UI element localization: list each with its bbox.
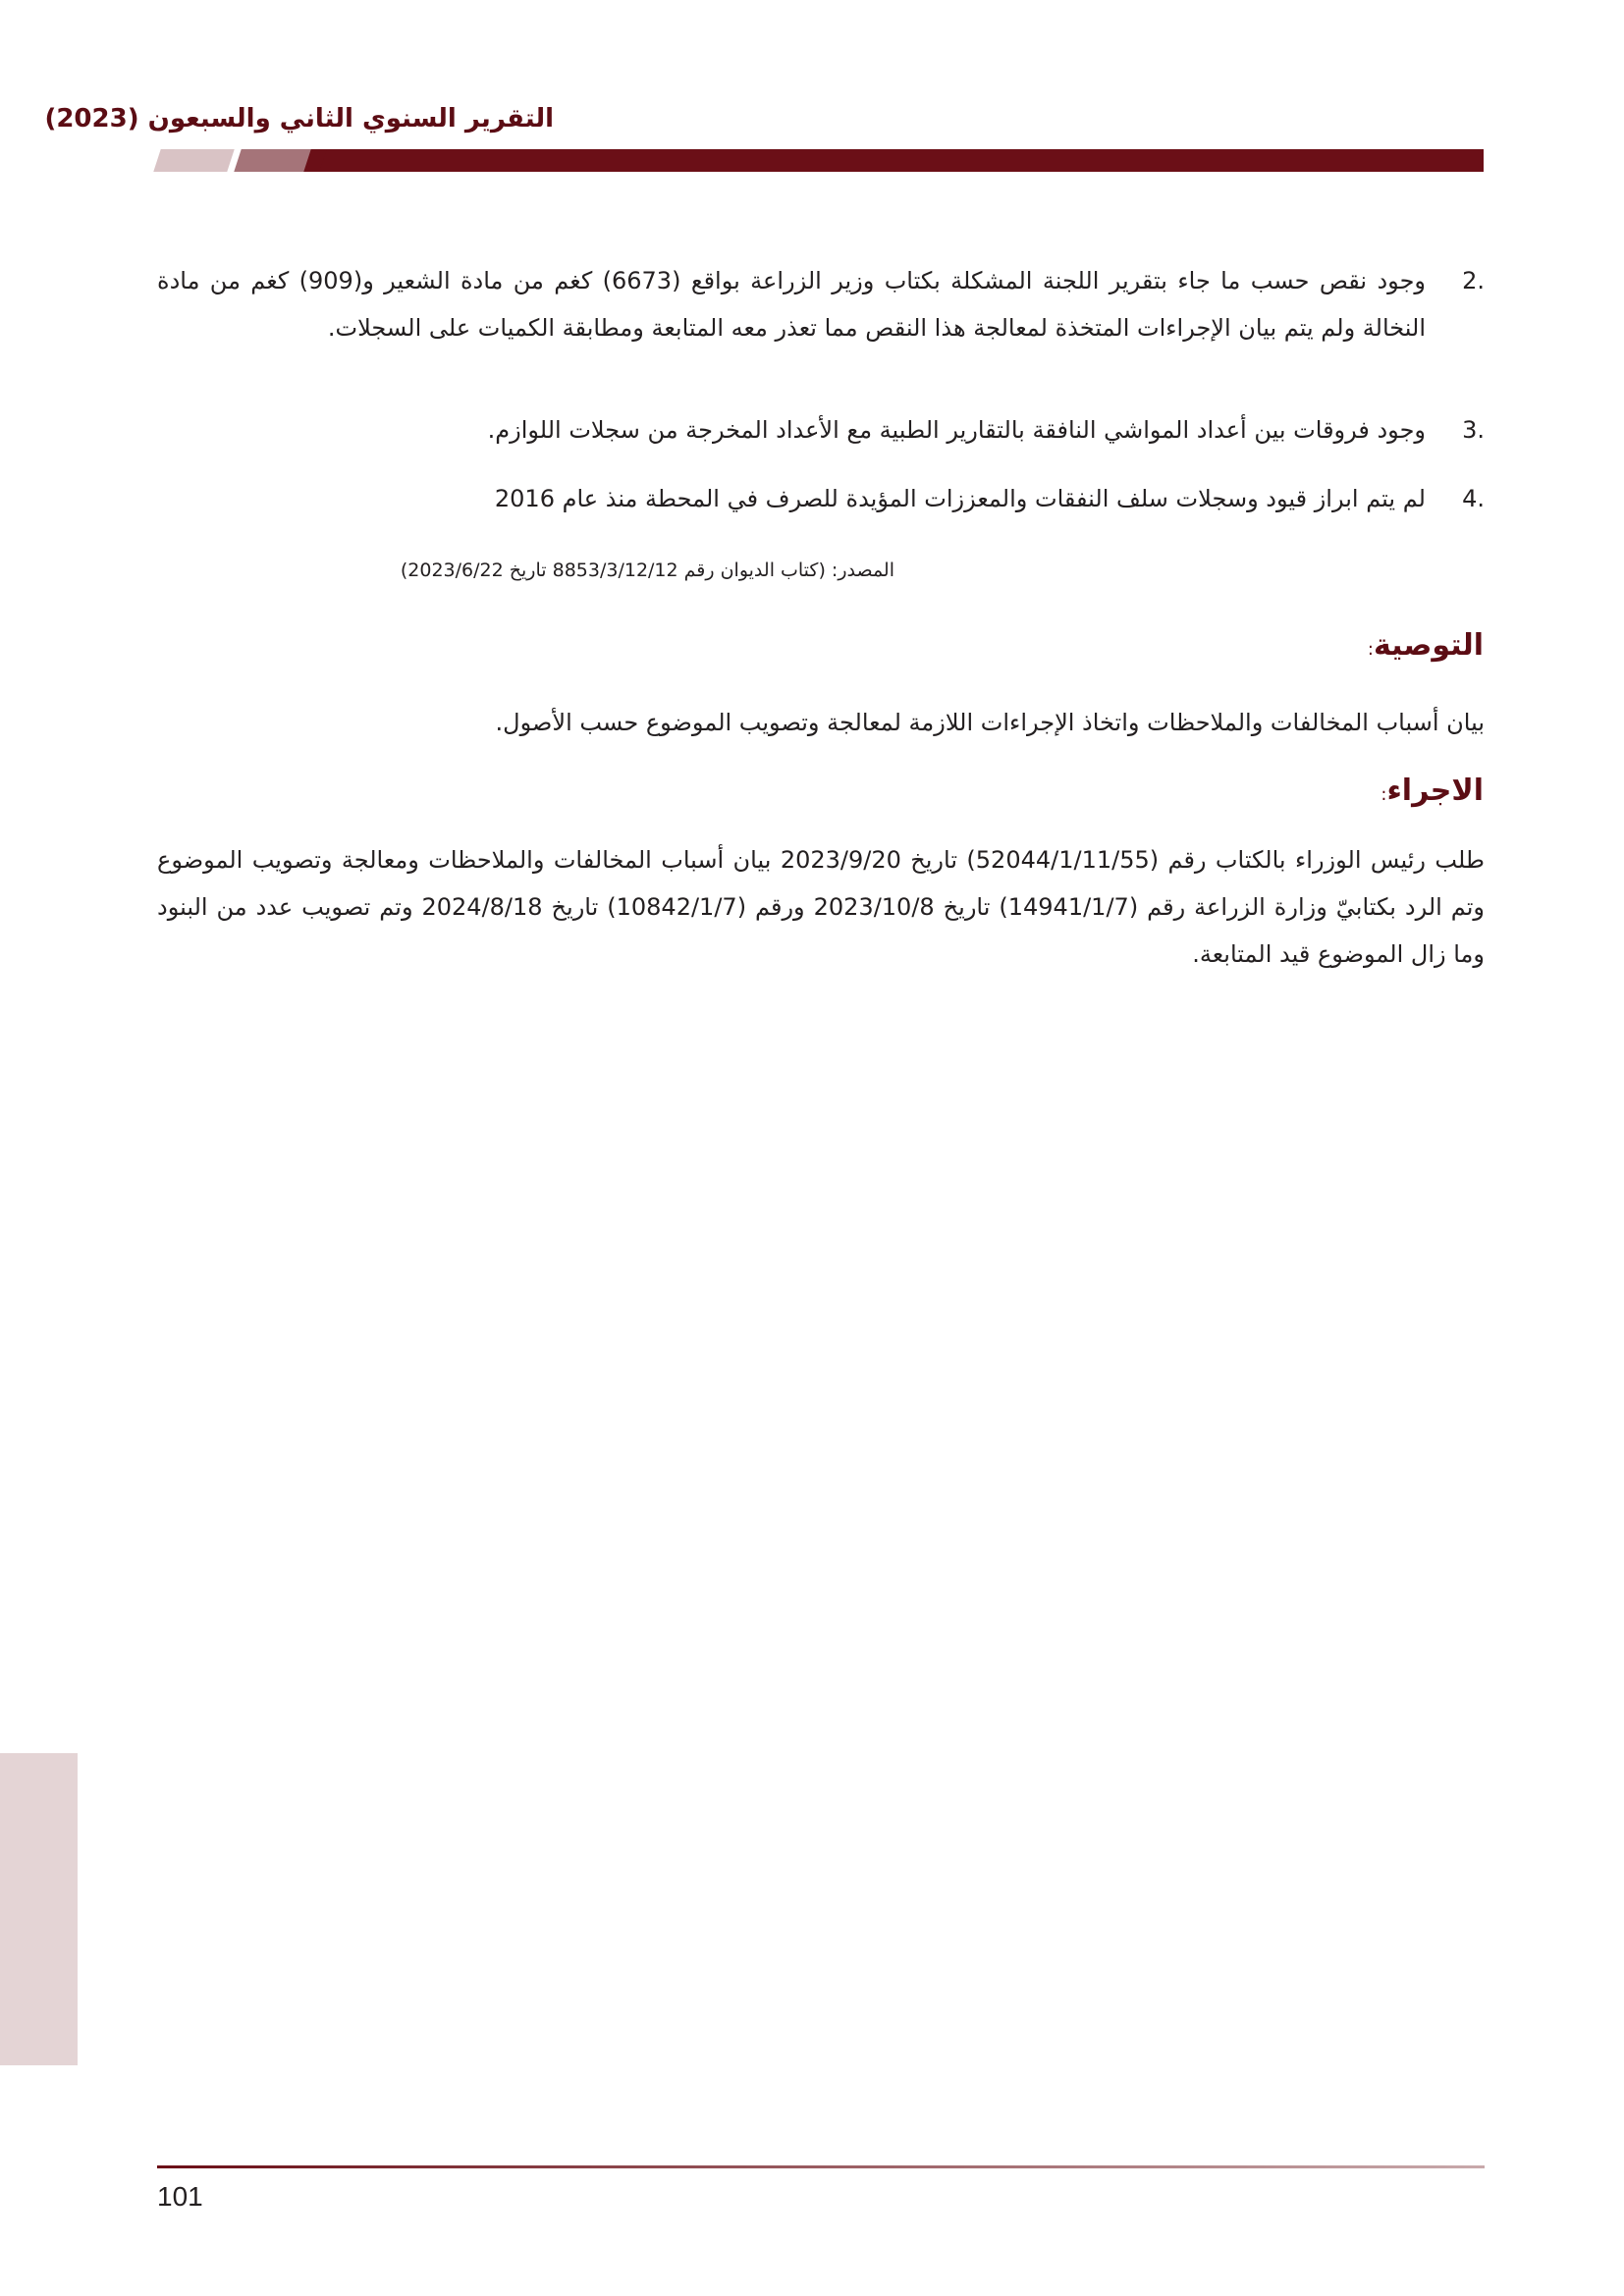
side-decoration-block (0, 1753, 78, 2065)
list-item-text: وجود فروقات بين أعداد المواشي النافقة بالتقارير الطبية مع الأعداد المخرجة من سجلات اللوازم. (487, 416, 1426, 444)
list-item (157, 475, 1485, 522)
recommendation-heading-colon: : (1367, 639, 1374, 660)
recommendation-heading (894, 628, 1484, 663)
header-bar-mid (234, 149, 311, 172)
report-year: (2023) (44, 104, 139, 133)
recommendation-heading-text: التوصية (1373, 628, 1484, 663)
list-item (157, 257, 1485, 351)
list-item-number: 2. (1462, 267, 1485, 294)
action-heading-text: الاجراء (1386, 774, 1484, 808)
action-heading (894, 774, 1484, 808)
report-title (0, 102, 554, 135)
page-number: 101 (157, 2181, 203, 2212)
header-bar-dark (315, 149, 1484, 172)
source-citation: المصدر: (كتاب الديوان رقم 8853/3/12/12 تاريخ 2023/6/22) (400, 560, 894, 581)
list-item-number: 3. (1462, 416, 1485, 444)
list-item-text: وجود نقص حسب ما جاء بتقرير اللجنة المشكلة بكتاب وزير الزراعة بواقع (6673) كغم من مادة الشعير و(909) كغم من مادة النخالة ولم يتم بيان الإجراءات المتخذة لمعالجة هذا النقص مما تعذر معه المتابعة ومطابقة الكميات على السجلات. (157, 267, 1426, 342)
action-text: طلب رئيس الوزراء بالكتاب رقم (52044/1/11/55) تاريخ 2023/9/20 بيان أسباب المخالفات والملاحظات ومعالجة وتصويب الموضوع وتم الرد بكتابيّ وزارة الزراعة رقم (14941/1/7) تاريخ 2023/10/8 ورقم (10842/1/7) تاريخ 2024/8/18 وتم تصويب عدد من البنود وما زال الموضوع قيد المتابعة. (157, 846, 1486, 968)
report-title-text: التقرير السنوي الثاني والسبعون (147, 104, 554, 133)
list-item-text: لم يتم ابراز قيود وسجلات سلف النفقات والمعززات المؤيدة للصرف في المحطة منذ عام 2016 (494, 485, 1426, 512)
footer-rule (157, 2165, 1485, 2168)
action-heading-colon: : (1380, 784, 1387, 805)
list-item (157, 406, 1485, 454)
recommendation-text: بيان أسباب المخالفات والملاحظات واتخاذ الإجراءات اللازمة لمعالجة وتصويب الموضوع حسب الأصول. (495, 709, 1485, 736)
header-bar-light (153, 149, 234, 172)
list-item-number: 4. (1462, 485, 1485, 512)
